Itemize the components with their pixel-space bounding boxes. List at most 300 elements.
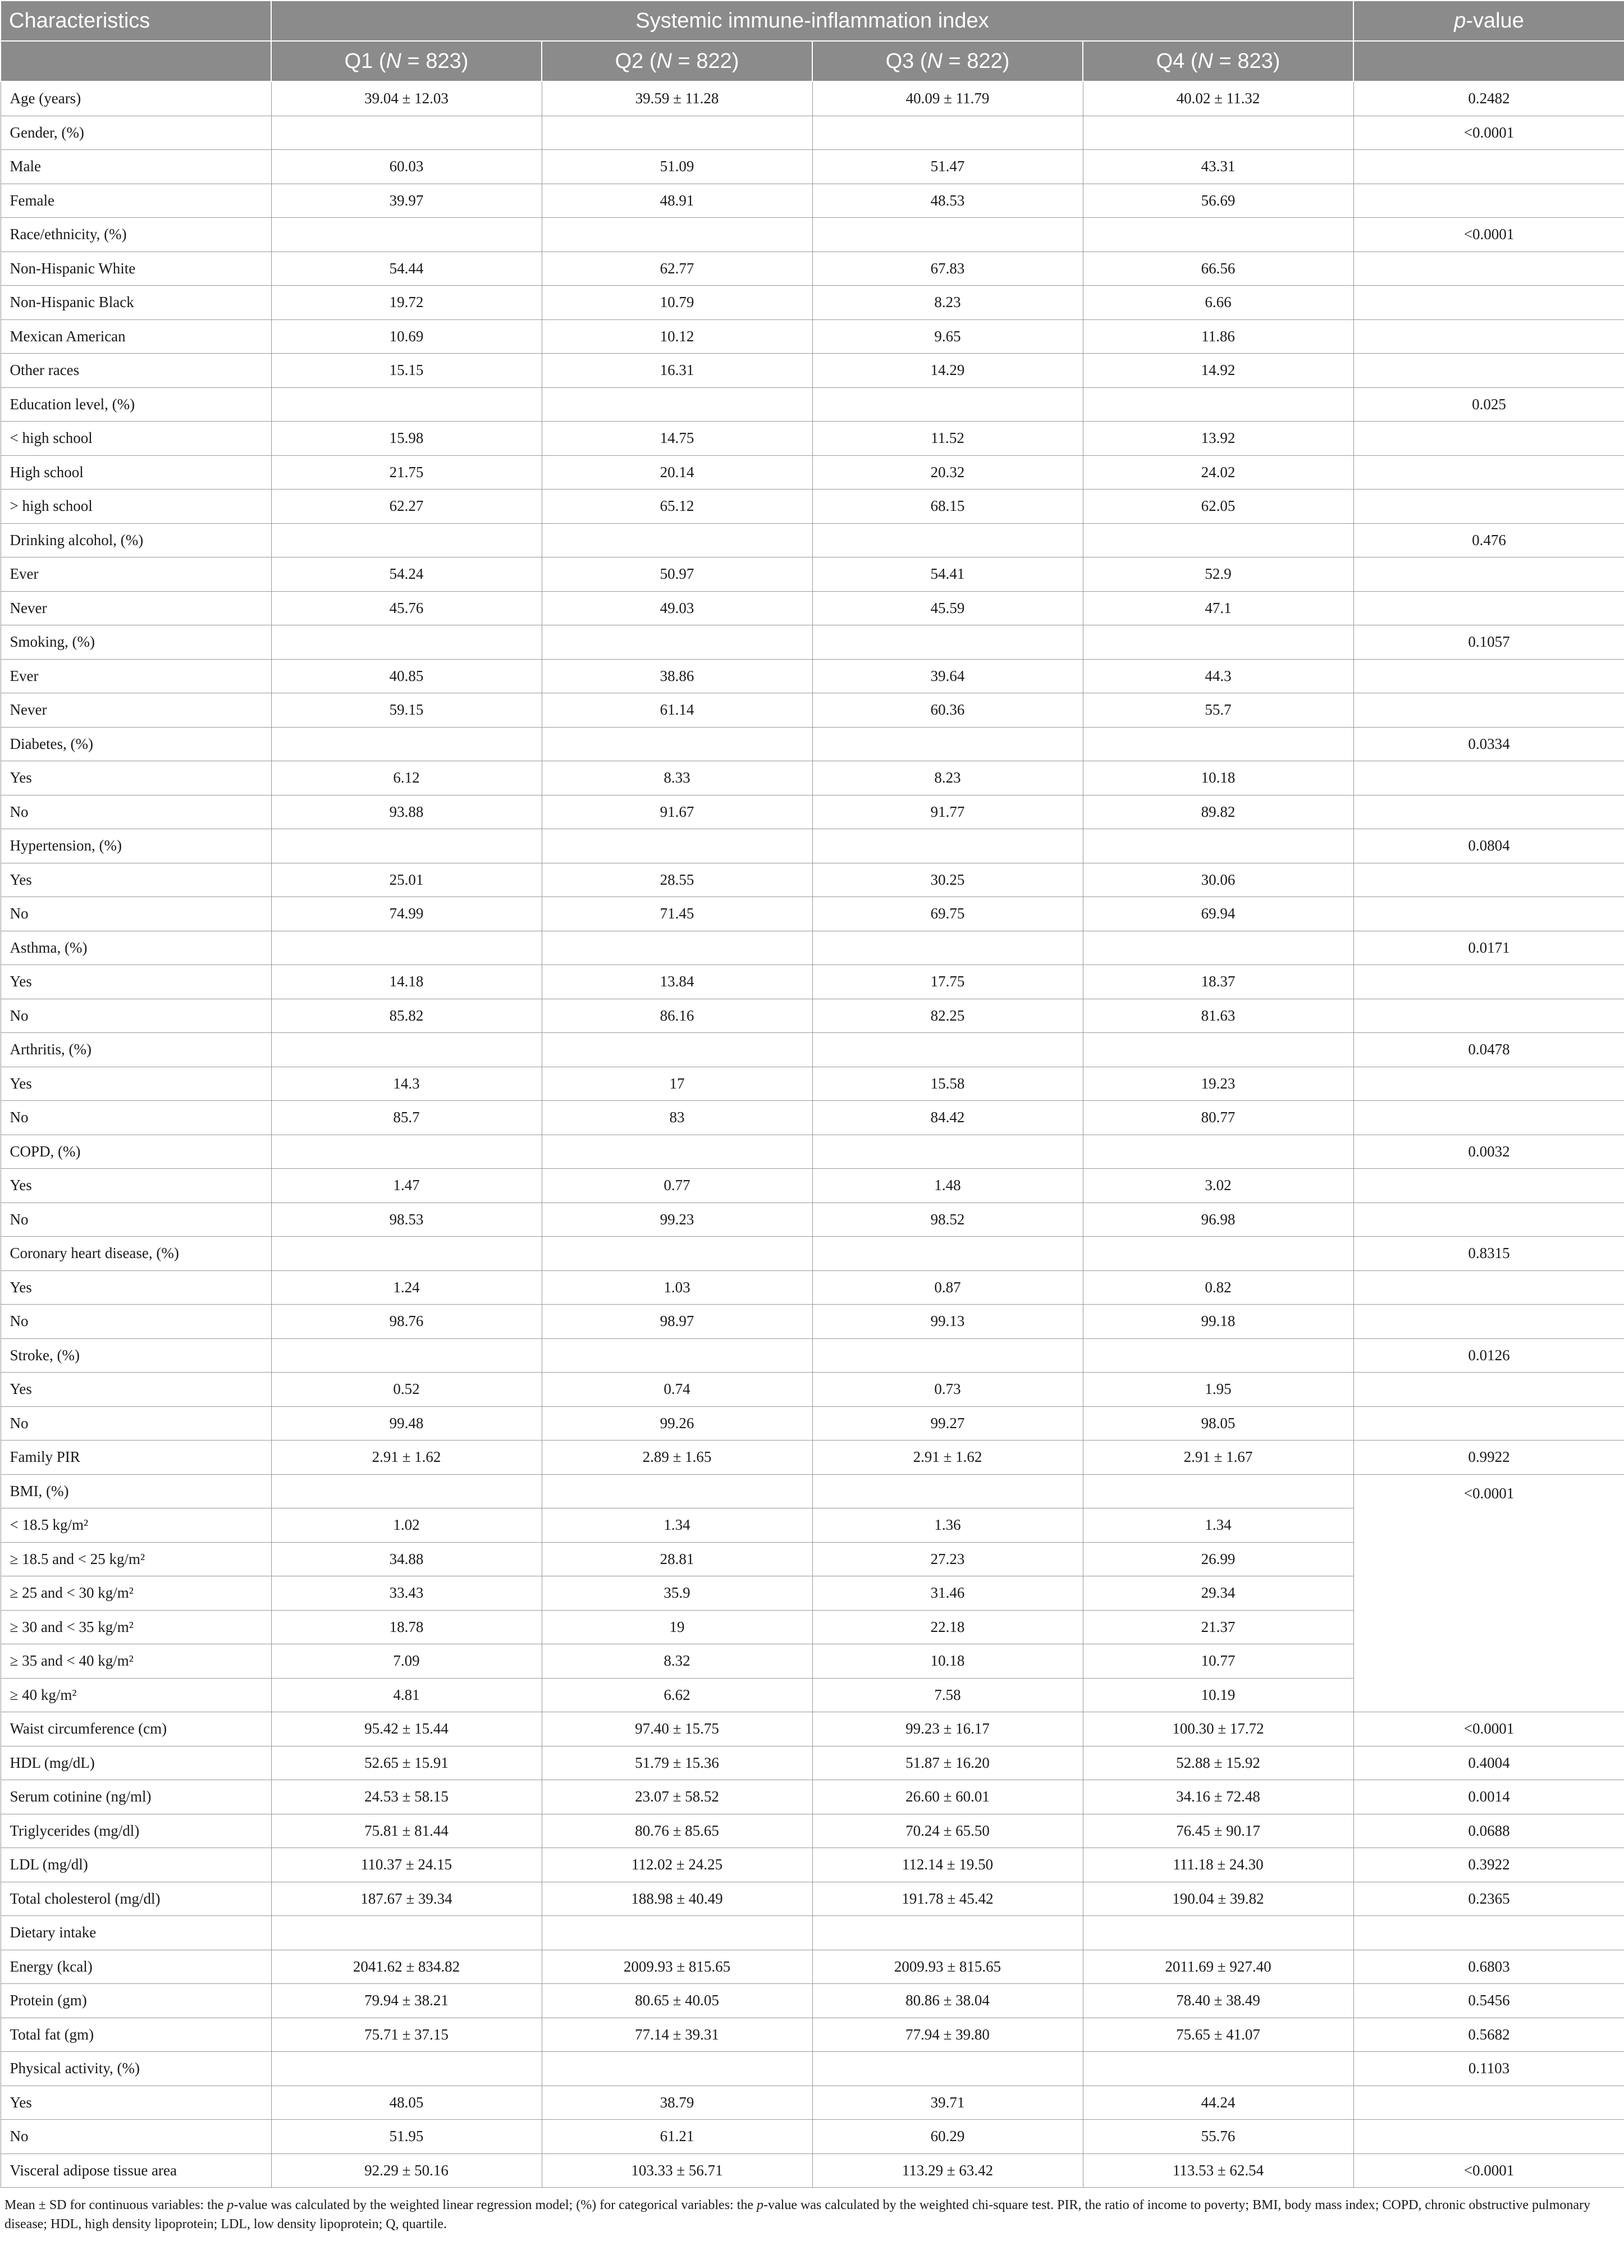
row-label-cell: Triglycerides (mg/dl)	[1, 1814, 271, 1848]
q4-cell: 62.05	[1083, 490, 1353, 524]
q4-cell: 30.06	[1083, 863, 1353, 897]
q1-cell: 4.81	[271, 1678, 542, 1712]
row-label-cell: Stroke, (%)	[1, 1338, 271, 1373]
q1-cell: 98.53	[271, 1202, 542, 1237]
q4-cell: 3.02	[1083, 1169, 1353, 1203]
header-q4: Q4 (N = 823)	[1083, 41, 1353, 81]
q3-cell: 1.36	[812, 1508, 1083, 1543]
q2-cell: 1.34	[542, 1508, 812, 1543]
p-value-cell: 0.3922	[1353, 1848, 1624, 1882]
p-value-cell	[1353, 1270, 1624, 1305]
q1-cell: 39.04 ± 12.03	[271, 81, 542, 116]
q2-cell: 91.67	[542, 795, 812, 829]
q1-cell: 75.81 ± 81.44	[271, 1814, 542, 1848]
row-label-cell: Other races	[1, 354, 271, 388]
q2-cell	[542, 829, 812, 863]
table-header	[1, 1, 1624, 81]
table-row	[1, 2153, 1624, 2188]
table-row	[1, 1882, 1624, 1916]
p-value-cell: <0.0001	[1353, 1712, 1624, 1746]
footnote-p-italic-2: p	[757, 2198, 764, 2212]
q3-cell	[812, 2052, 1083, 2086]
q3-cell: 39.71	[812, 2086, 1083, 2120]
q1-label: Q1	[344, 49, 373, 73]
table-row	[1, 1135, 1624, 1169]
q4-cell: 0.82	[1083, 1270, 1353, 1305]
q3-cell: 54.41	[812, 557, 1083, 592]
row-label-cell: No	[1, 999, 271, 1033]
q3-cell: 2009.93 ± 815.65	[812, 1950, 1083, 1984]
q1-cell: 2.91 ± 1.62	[271, 1441, 542, 1475]
p-value-cell: 0.8315	[1353, 1237, 1624, 1271]
q2-cell: 99.23	[542, 1202, 812, 1237]
table-row	[1, 1237, 1624, 1271]
table-row	[1, 1712, 1624, 1746]
q3-cell: 40.09 ± 11.79	[812, 81, 1083, 116]
table-row	[1, 727, 1624, 761]
q1-cell	[271, 1916, 542, 1950]
q2-cell: 8.33	[542, 761, 812, 795]
row-label-cell: Race/ethnicity, (%)	[1, 218, 271, 252]
q4-cell	[1083, 1033, 1353, 1067]
p-value-cell: <0.0001	[1353, 116, 1624, 150]
q4-cell	[1083, 1474, 1353, 1508]
q4-cell: 78.40 ± 38.49	[1083, 1984, 1353, 2018]
q3-cell: 80.86 ± 38.04	[812, 1984, 1083, 2018]
table-row	[1, 1984, 1624, 2018]
q1-cell: 54.44	[271, 252, 542, 286]
row-label-cell: ≥ 35 and < 40 kg/m²	[1, 1644, 271, 1679]
q1-cell: 98.76	[271, 1305, 542, 1339]
p-value-cell	[1353, 761, 1624, 795]
p-value-cell	[1353, 659, 1624, 693]
q4-cell: 1.34	[1083, 1508, 1353, 1543]
q1-cell: 15.15	[271, 354, 542, 388]
q1-cell: 52.65 ± 15.91	[271, 1746, 542, 1780]
q2-cell: 51.79 ± 15.36	[542, 1746, 812, 1780]
q4-cell	[1083, 1338, 1353, 1373]
q4-cell: 52.9	[1083, 557, 1353, 592]
row-label-cell: No	[1, 1305, 271, 1339]
table-row	[1, 557, 1624, 592]
q3-cell: 70.24 ± 65.50	[812, 1814, 1083, 1848]
q4-cell: 2.91 ± 1.67	[1083, 1441, 1353, 1475]
q4-cell	[1083, 1237, 1353, 1271]
q4-cell	[1083, 218, 1353, 252]
q3-cell: 77.94 ± 39.80	[812, 2018, 1083, 2052]
header-empty-right	[1353, 41, 1624, 81]
q4-cell	[1083, 2052, 1353, 2086]
q4-cell: 2011.69 ± 927.40	[1083, 1950, 1353, 1984]
table-row	[1, 591, 1624, 625]
row-label-cell: HDL (mg/dL)	[1, 1746, 271, 1780]
q1-cell: 2041.62 ± 834.82	[271, 1950, 542, 1984]
table-row	[1, 1169, 1624, 1203]
row-label-cell: Arthritis, (%)	[1, 1033, 271, 1067]
q2-cell: 19	[542, 1610, 812, 1644]
q3-cell	[812, 829, 1083, 863]
q1-cell	[271, 727, 542, 761]
row-label-cell: > high school	[1, 490, 271, 524]
q4-cell: 113.53 ± 62.54	[1083, 2153, 1353, 2188]
q3-cell: 8.23	[812, 286, 1083, 320]
table-row	[1, 387, 1624, 422]
p-value-cell	[1353, 286, 1624, 320]
p-value-cell: 0.0126	[1353, 1338, 1624, 1373]
header-row-1	[1, 1, 1624, 41]
q3-cell: 22.18	[812, 1610, 1083, 1644]
q4-cell: 66.56	[1083, 252, 1353, 286]
row-label-cell: No	[1, 2120, 271, 2154]
q2-cell: 39.59 ± 11.28	[542, 81, 812, 116]
q2-n-label: N	[656, 49, 672, 73]
table-row	[1, 1780, 1624, 1814]
q2-cell: 28.81	[542, 1542, 812, 1576]
p-value-cell	[1353, 1406, 1624, 1441]
q1-cell: 39.97	[271, 184, 542, 218]
p-value-cell	[1353, 591, 1624, 625]
table-row	[1, 1474, 1624, 1508]
table-row	[1, 829, 1624, 863]
header-characteristics: Characteristics	[1, 1, 271, 41]
table-row	[1, 2086, 1624, 2120]
q3-cell	[812, 523, 1083, 557]
row-label-cell: Gender, (%)	[1, 116, 271, 150]
q1-cell	[271, 523, 542, 557]
row-label-cell: Yes	[1, 965, 271, 999]
q2-cell	[542, 727, 812, 761]
q4-cell: 1.95	[1083, 1373, 1353, 1407]
p-value-cell	[1353, 1373, 1624, 1407]
table-footnote	[0, 2188, 1624, 2234]
row-label-cell: Yes	[1, 863, 271, 897]
table-row	[1, 1406, 1624, 1441]
p-value-cell: 0.0478	[1353, 1033, 1624, 1067]
table-row	[1, 1441, 1624, 1475]
p-value-cell: 0.2365	[1353, 1882, 1624, 1916]
footnote-part-2: -value was calculated by the weighted linear regression model; (%) for categorical variables: the	[234, 2198, 757, 2212]
q4-cell: 98.05	[1083, 1406, 1353, 1441]
row-label-cell: ≥ 18.5 and < 25 kg/m²	[1, 1542, 271, 1576]
row-label-cell: Waist circumference (cm)	[1, 1712, 271, 1746]
q2-cell: 38.79	[542, 2086, 812, 2120]
q2-cell: 35.9	[542, 1576, 812, 1611]
q1-cell: 34.88	[271, 1542, 542, 1576]
q3-label: Q3	[885, 49, 914, 73]
q4-cell: 47.1	[1083, 591, 1353, 625]
q1-cell: 18.78	[271, 1610, 542, 1644]
q3-cell: 0.87	[812, 1270, 1083, 1305]
q4-cell	[1083, 727, 1353, 761]
table-row	[1, 625, 1624, 660]
p-value-cell: 0.025	[1353, 387, 1624, 422]
q1-cell	[271, 218, 542, 252]
q3-cell	[812, 625, 1083, 660]
p-value-cell: 0.0032	[1353, 1135, 1624, 1169]
q2-cell: 49.03	[542, 591, 812, 625]
row-label-cell: Yes	[1, 1067, 271, 1101]
row-label-cell: Visceral adipose tissue area	[1, 2153, 271, 2188]
q1-cell	[271, 931, 542, 965]
p-value-cell: 0.9922	[1353, 1441, 1624, 1475]
p-value-cell: 0.5456	[1353, 1984, 1624, 2018]
table-row	[1, 2120, 1624, 2154]
row-label-cell: Yes	[1, 2086, 271, 2120]
row-label-cell: Yes	[1, 1270, 271, 1305]
p-value-cell	[1353, 693, 1624, 728]
q2-cell	[542, 116, 812, 150]
q3-cell	[812, 218, 1083, 252]
p-value-cell	[1353, 965, 1624, 999]
q1-cell: 24.53 ± 58.15	[271, 1780, 542, 1814]
q3-cell: 30.25	[812, 863, 1083, 897]
q2-cell: 50.97	[542, 557, 812, 592]
q4-n-label: N	[1197, 49, 1213, 73]
q2-cell	[542, 1916, 812, 1950]
q4-cell: 10.77	[1083, 1644, 1353, 1679]
q1-cell: 187.67 ± 39.34	[271, 1882, 542, 1916]
q3-cell: 0.73	[812, 1373, 1083, 1407]
row-label-cell: Yes	[1, 761, 271, 795]
q3-cell: 10.18	[812, 1644, 1083, 1679]
row-label-cell: COPD, (%)	[1, 1135, 271, 1169]
q2-cell: 10.79	[542, 286, 812, 320]
q3-cell	[812, 1237, 1083, 1271]
q2-cell: 71.45	[542, 897, 812, 931]
p-value-cell: <0.0001	[1353, 1474, 1624, 1712]
q2-cell: 112.02 ± 24.25	[542, 1848, 812, 1882]
q3-n-value: 822	[967, 49, 1003, 73]
header-empty-left	[1, 41, 271, 81]
q4-cell: 55.76	[1083, 2120, 1353, 2154]
table-row	[1, 1202, 1624, 1237]
p-value-cell: 0.476	[1353, 523, 1624, 557]
q4-cell: 10.18	[1083, 761, 1353, 795]
q3-cell: 11.52	[812, 422, 1083, 456]
q2-cell: 17	[542, 1067, 812, 1101]
q3-cell: 7.58	[812, 1678, 1083, 1712]
q2-cell: 13.84	[542, 965, 812, 999]
q2-cell: 23.07 ± 58.52	[542, 1780, 812, 1814]
q2-cell: 61.14	[542, 693, 812, 728]
q2-cell: 80.65 ± 40.05	[542, 1984, 812, 2018]
q1-cell: 54.24	[271, 557, 542, 592]
q4-cell: 6.66	[1083, 286, 1353, 320]
row-label-cell: Never	[1, 591, 271, 625]
p-value-cell	[1353, 252, 1624, 286]
q1-cell: 40.85	[271, 659, 542, 693]
header-row-2	[1, 41, 1624, 81]
p-value-cell	[1353, 1916, 1624, 1950]
table-row	[1, 1067, 1624, 1101]
q4-cell: 52.88 ± 15.92	[1083, 1746, 1353, 1780]
q4-cell: 190.04 ± 39.82	[1083, 1882, 1353, 1916]
q4-cell: 100.30 ± 17.72	[1083, 1712, 1353, 1746]
q1-cell: 14.3	[271, 1067, 542, 1101]
row-label-cell: Energy (kcal)	[1, 1950, 271, 1984]
q1-cell: 99.48	[271, 1406, 542, 1441]
q1-n-label: N	[386, 49, 401, 73]
q1-cell: 1.02	[271, 1508, 542, 1543]
q2-cell: 77.14 ± 39.31	[542, 2018, 812, 2052]
q2-cell: 2009.93 ± 815.65	[542, 1950, 812, 1984]
q3-cell	[812, 931, 1083, 965]
header-q2: Q2 (N = 822)	[542, 41, 812, 81]
q3-cell	[812, 1338, 1083, 1373]
q3-cell	[812, 116, 1083, 150]
row-label-cell: BMI, (%)	[1, 1474, 271, 1508]
q1-cell: 14.18	[271, 965, 542, 999]
row-label-cell: Education level, (%)	[1, 387, 271, 422]
p-value-cell	[1353, 2086, 1624, 2120]
table-row	[1, 1373, 1624, 1407]
q3-cell: 113.29 ± 63.42	[812, 2153, 1083, 2188]
q3-cell: 60.29	[812, 2120, 1083, 2154]
q2-cell	[542, 1033, 812, 1067]
p-value-cell: <0.0001	[1353, 218, 1624, 252]
p-value-cell: 0.0014	[1353, 1780, 1624, 1814]
table-row	[1, 1033, 1624, 1067]
table-row	[1, 2018, 1624, 2052]
table-row	[1, 965, 1624, 999]
q2-cell: 98.97	[542, 1305, 812, 1339]
q4-cell: 18.37	[1083, 965, 1353, 999]
row-label-cell: Yes	[1, 1169, 271, 1203]
table-row	[1, 999, 1624, 1033]
q4-cell: 76.45 ± 90.17	[1083, 1814, 1353, 1848]
p-value-cell	[1353, 1305, 1624, 1339]
q3-cell: 98.52	[812, 1202, 1083, 1237]
q2-cell: 0.77	[542, 1169, 812, 1203]
q2-cell: 38.86	[542, 659, 812, 693]
p-value-cell	[1353, 1169, 1624, 1203]
q3-cell: 69.75	[812, 897, 1083, 931]
q4-cell: 69.94	[1083, 897, 1353, 931]
table-row	[1, 252, 1624, 286]
q2-cell: 6.62	[542, 1678, 812, 1712]
q3-cell: 45.59	[812, 591, 1083, 625]
row-label-cell: No	[1, 1101, 271, 1135]
q4-cell	[1083, 625, 1353, 660]
q3-cell: 17.75	[812, 965, 1083, 999]
q1-cell: 0.52	[271, 1373, 542, 1407]
q4-cell: 19.23	[1083, 1067, 1353, 1101]
q3-cell: 20.32	[812, 455, 1083, 490]
q4-cell: 96.98	[1083, 1202, 1353, 1237]
q2-cell: 99.26	[542, 1406, 812, 1441]
row-label-cell: Hypertension, (%)	[1, 829, 271, 863]
p-value-cell	[1353, 319, 1624, 354]
row-label-cell: Ever	[1, 557, 271, 592]
q3-cell: 68.15	[812, 490, 1083, 524]
row-label-cell: ≥ 40 kg/m²	[1, 1678, 271, 1712]
q3-cell	[812, 727, 1083, 761]
q4-cell: 56.69	[1083, 184, 1353, 218]
table-row	[1, 659, 1624, 693]
q2-cell	[542, 625, 812, 660]
table-row	[1, 150, 1624, 184]
q2-cell: 1.03	[542, 1270, 812, 1305]
q1-cell: 92.29 ± 50.16	[271, 2153, 542, 2188]
q1-cell	[271, 2052, 542, 2086]
q1-cell: 19.72	[271, 286, 542, 320]
p-value-cell	[1353, 999, 1624, 1033]
row-label-cell: Total cholesterol (mg/dl)	[1, 1882, 271, 1916]
row-label-cell: LDL (mg/dl)	[1, 1848, 271, 1882]
row-label-cell: Never	[1, 693, 271, 728]
q4-cell	[1083, 1135, 1353, 1169]
q2-cell: 8.32	[542, 1644, 812, 1679]
header-q1: Q1 (N = 823)	[271, 41, 542, 81]
row-label-cell: Total fat (gm)	[1, 2018, 271, 2052]
row-label-cell: Coronary heart disease, (%)	[1, 1237, 271, 1271]
p-value-cell	[1353, 422, 1624, 456]
q3-cell: 67.83	[812, 252, 1083, 286]
q3-cell	[812, 1916, 1083, 1950]
row-label-cell: ≥ 30 and < 35 kg/m²	[1, 1610, 271, 1644]
row-label-cell: Family PIR	[1, 1441, 271, 1475]
q1-cell: 85.7	[271, 1101, 542, 1135]
p-value-cell: 0.6803	[1353, 1950, 1624, 1984]
q2-cell: 97.40 ± 15.75	[542, 1712, 812, 1746]
p-value-cell: 0.2482	[1353, 81, 1624, 116]
header-p-italic: p	[1454, 8, 1466, 33]
row-label-cell: Age (years)	[1, 81, 271, 116]
table-row	[1, 1916, 1624, 1950]
q2-n-value: 822	[696, 49, 732, 73]
p-value-cell	[1353, 150, 1624, 184]
q1-cell	[271, 116, 542, 150]
q2-cell: 188.98 ± 40.49	[542, 1882, 812, 1916]
table-row	[1, 523, 1624, 557]
row-label-cell: High school	[1, 455, 271, 490]
row-label-cell: Dietary intake	[1, 1916, 271, 1950]
p-value-cell	[1353, 490, 1624, 524]
p-value-cell	[1353, 557, 1624, 592]
q4-cell	[1083, 116, 1353, 150]
table-row	[1, 116, 1624, 150]
table-row	[1, 863, 1624, 897]
q3-cell: 99.27	[812, 1406, 1083, 1441]
p-value-cell: 0.0334	[1353, 727, 1624, 761]
q2-cell	[542, 1135, 812, 1169]
q2-cell	[542, 387, 812, 422]
table-row	[1, 286, 1624, 320]
p-value-cell: 0.0804	[1353, 829, 1624, 863]
row-label-cell: Mexican American	[1, 319, 271, 354]
q2-cell: 48.91	[542, 184, 812, 218]
q3-cell: 99.23 ± 16.17	[812, 1712, 1083, 1746]
q1-cell: 1.24	[271, 1270, 542, 1305]
q1-cell	[271, 625, 542, 660]
q4-cell: 21.37	[1083, 1610, 1353, 1644]
q3-cell: 60.36	[812, 693, 1083, 728]
p-value-cell	[1353, 1202, 1624, 1237]
q1-n-value: 823	[426, 49, 461, 73]
table-row	[1, 931, 1624, 965]
footnote-part-1: Mean ± SD for continuous variables: the	[4, 2198, 227, 2212]
q2-cell	[542, 2052, 812, 2086]
table-row	[1, 897, 1624, 931]
table-row	[1, 319, 1624, 354]
q4-cell: 24.02	[1083, 455, 1353, 490]
q3-cell: 27.23	[812, 1542, 1083, 1576]
row-label-cell: Non-Hispanic Black	[1, 286, 271, 320]
q4-cell	[1083, 829, 1353, 863]
q4-cell: 29.34	[1083, 1576, 1353, 1611]
q1-cell: 74.99	[271, 897, 542, 931]
p-value-cell: 0.4004	[1353, 1746, 1624, 1780]
